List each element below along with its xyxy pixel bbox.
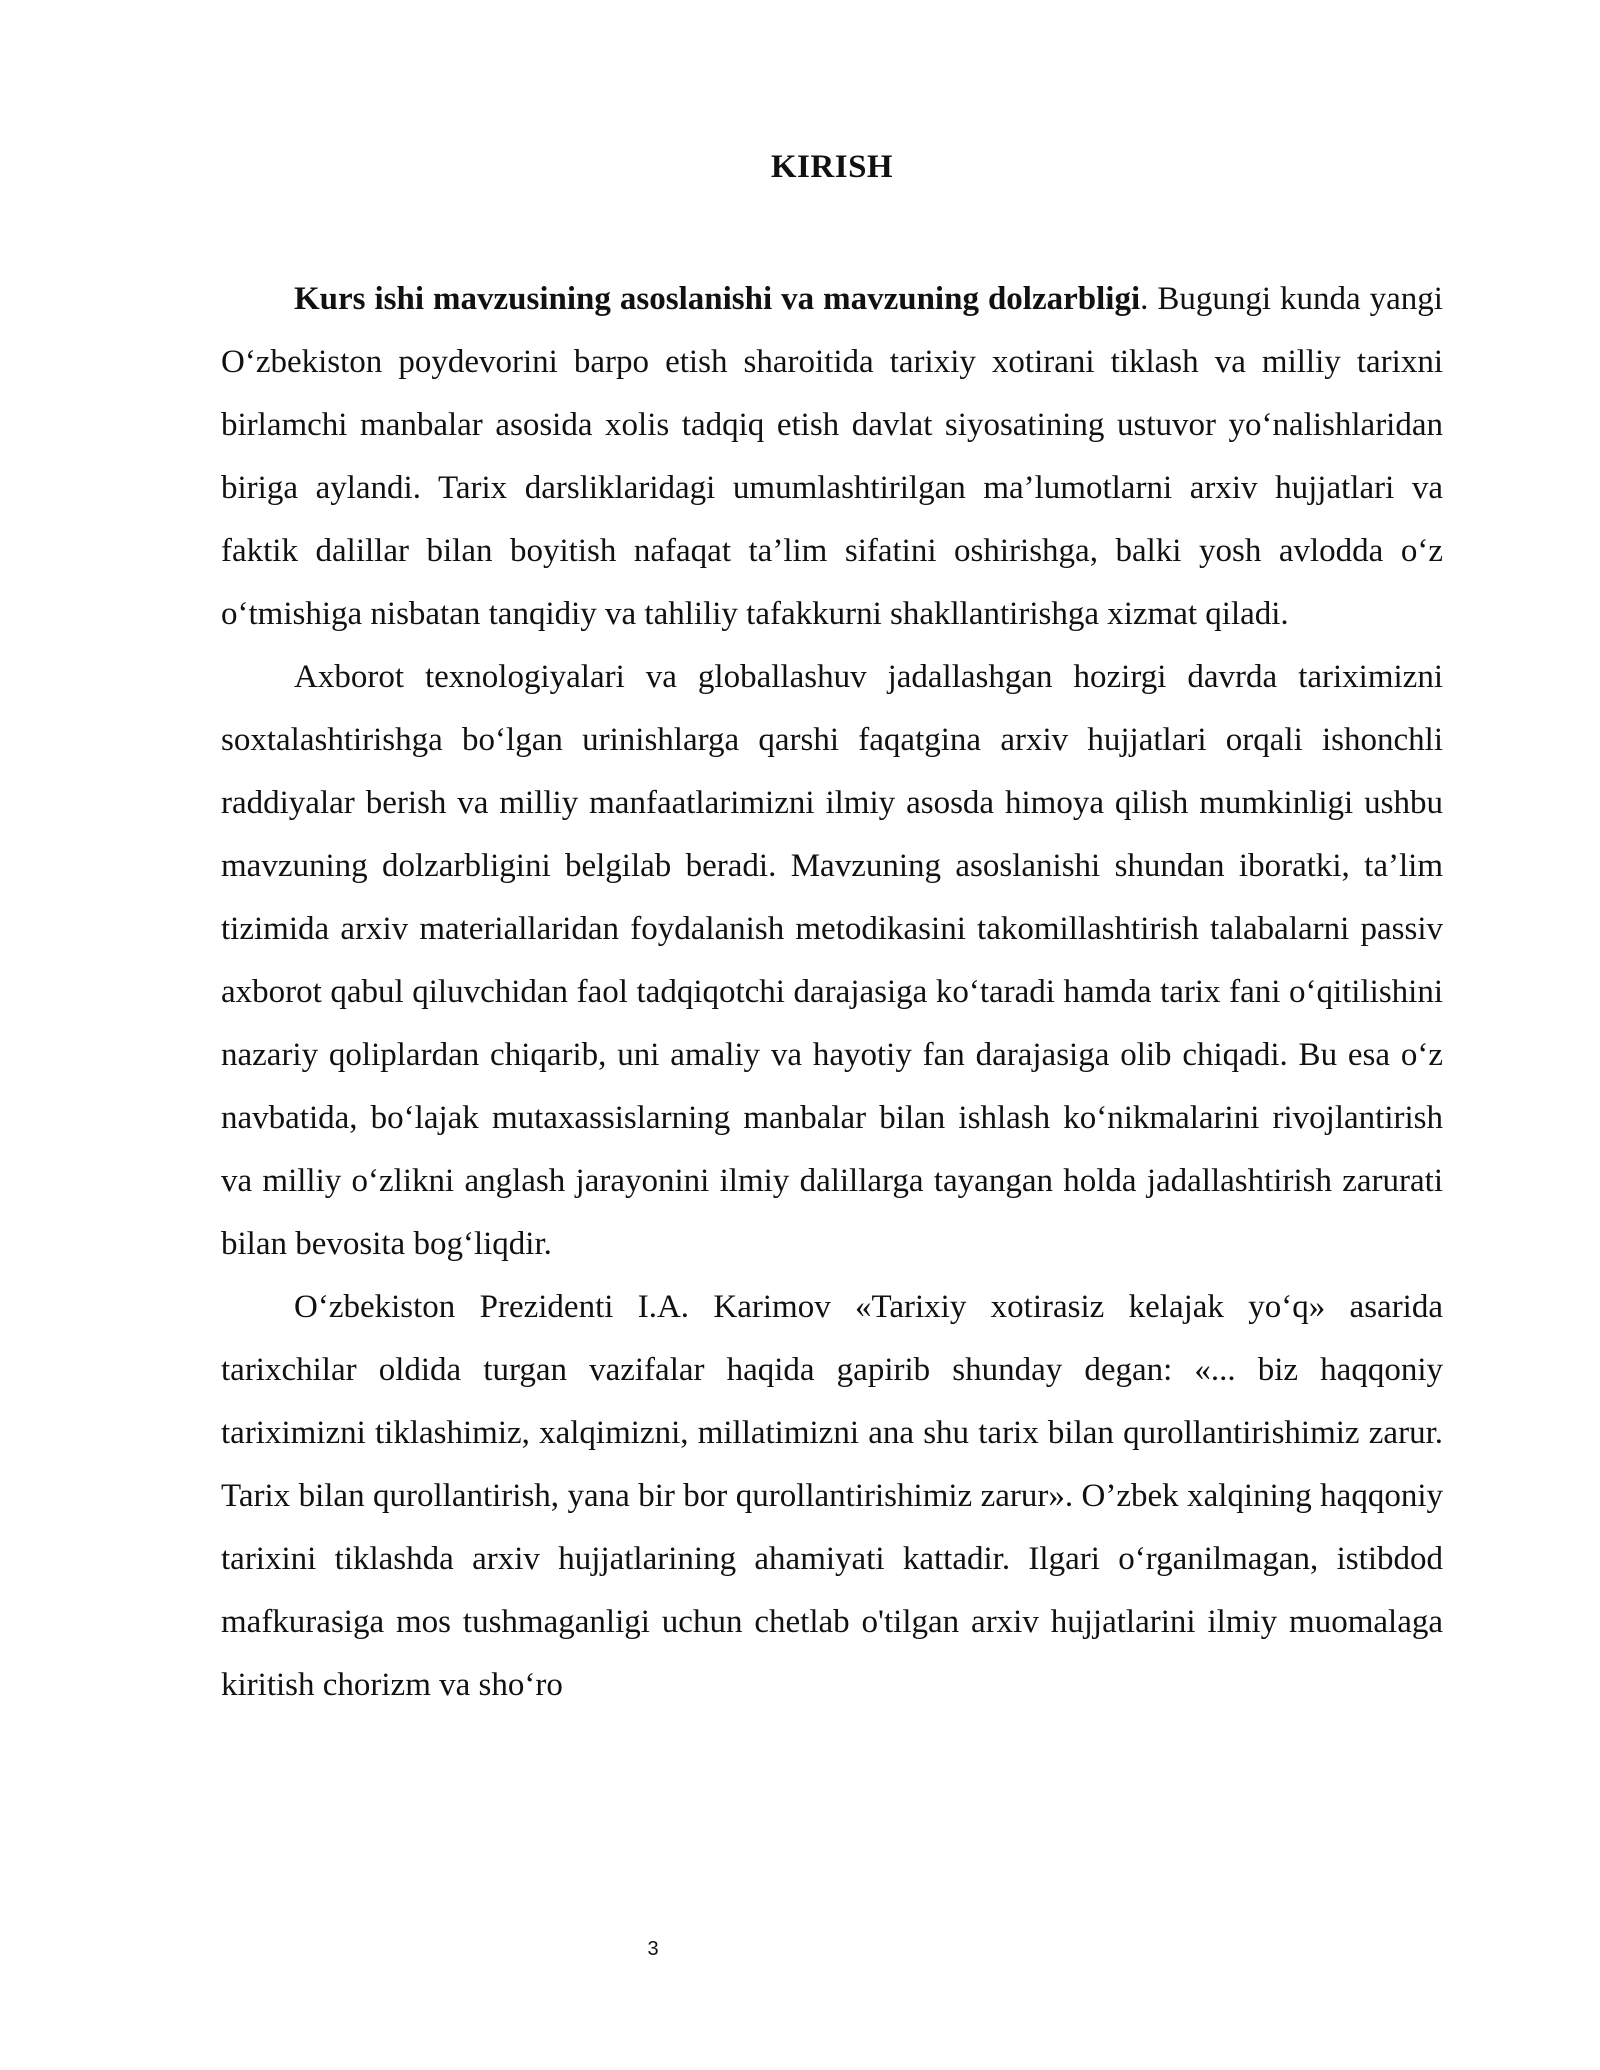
section-heading: KIRISH: [770, 149, 894, 185]
paragraph-2: Axborot texnologiyalari va globallashuv jadallashgan hozirgi davrda tariximizni soxtalashtirishga bo‘lgan urinishlarga qarshi faqatgina arxiv hujjatlari orqali ishonchli raddiyalar berish va milliy manfaatlarimizni ilmiy asosda himoya qilish mumkinligi ushbu mavzuning dolzarbligini belgilab beradi. Mavzuning asoslanishi shundan iboratki, ta’lim tizimida arxiv materiallaridan foydalanish metodikasini takomillashtirish talabalarni passiv axborot qabul qiluvchidan faol tadqiqotchi darajasiga ko‘taradi hamda tarix fani o‘qitilishini nazariy qoliplardan chiqarib, uni amaliy va hayotiy fan darajasiga olib chiqadi. Bu esa o‘z navbatida, bo‘lajak mutaxassislarning manbalar bilan ishlash ko‘nikmalarini rivojlantirish va milliy o‘zlikni anglash jarayonini ilmiy dalillarga tayangan holda jadallashtirish zarurati bilan bevosita bog‘liqdir.: [221, 659, 1443, 1262]
page-number: 3: [647, 1938, 659, 1960]
paragraph-lead: Kurs ishi mavzusining asoslanishi va mavzuning dolzarbligi: [294, 281, 1141, 317]
body-text: [221, 268, 1443, 1717]
paragraph-1: [221, 268, 1443, 646]
paragraph-3: O‘zbekiston Prezidenti I.A. Karimov «Tarixiy xotirasiz kelajak yo‘q» asarida tarixchilar oldida turgan vazifalar haqida gapirib shunday degan: «... biz haqqoniy tariximizni tiklashimiz, xalqimizni, millatimizni ana shu tarix bilan qurollantirishimiz zarur. Tarix bilan qurollantirish, yana bir bor qurollantirishimiz zarur». O’zbek xalqining haqqoniy tarixini tiklashda arxiv hujjatlarining ahamiyati kattadir. Ilgari o‘rganilmagan, istibdod mafkurasiga mos tushmaganligi uchun chetlab o'tilgan arxiv hujjatlarini ilmiy muomalaga kiritish chorizm va sho‘ro: [221, 1289, 1443, 1703]
paragraph-text: . Bugungi kunda yangi O‘zbekiston poydevorini barpo etish sharoitida tarixiy xotirani tiklash va milliy tarixni birlamchi manbalar asosida xolis tadqiq etish davlat siyosatining ustuvor yo‘nalishlaridan biriga aylandi. Tarix darsliklaridagi umumlashtirilgan ma’lumotlarni arxiv hujjatlari va faktik dalillar bilan boyitish nafaqat ta’lim sifatini oshirishga, balki yosh avlodda o‘z o‘tmishiga nisbatan tanqidiy va tahliliy tafakkurni shakllantirishga xizmat qiladi.: [221, 281, 1443, 632]
